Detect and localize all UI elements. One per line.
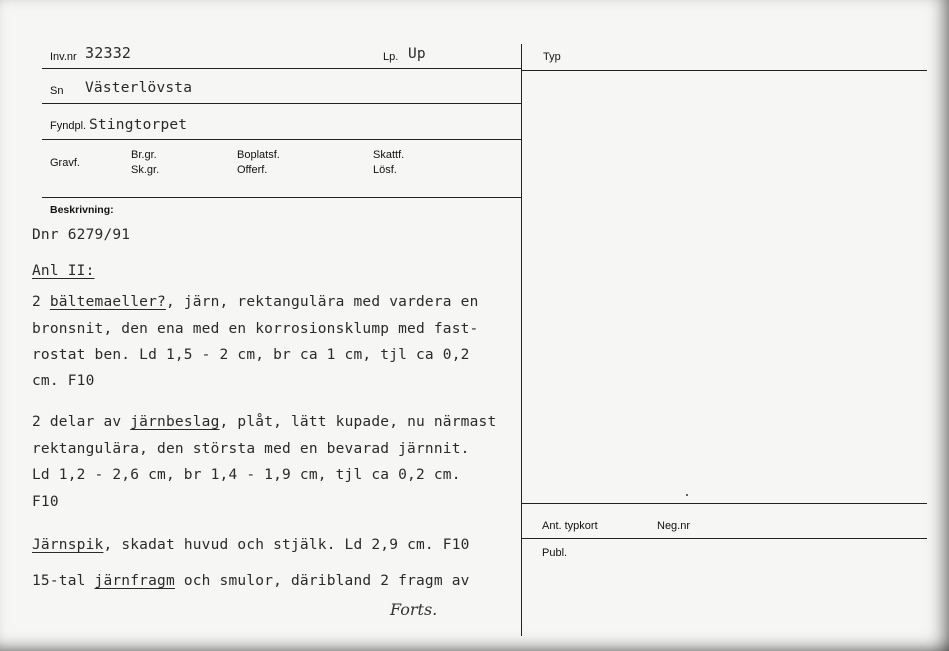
anl-heading: Anl II: xyxy=(32,263,95,279)
skgr-label: Sk.gr. xyxy=(131,164,160,176)
neg-nr-label: Neg.nr xyxy=(657,520,691,532)
item-term-jarnbeslag: järnbeslag xyxy=(130,414,220,430)
skattf-label: Skattf. xyxy=(373,149,405,161)
inv-nr-label: Inv.nr xyxy=(50,51,77,63)
item-term-jarnfragm: järnfragm xyxy=(94,573,175,589)
desc-p1-line3: rostat ben. Ld 1,5 - 2 cm, br ca 1 cm, tjl ca 0,2 xyxy=(32,347,470,363)
typ-rule xyxy=(521,70,927,71)
sn-value: Västerlövsta xyxy=(85,80,193,96)
losf-label: Lösf. xyxy=(373,164,397,176)
desc-p2-line1: 2 delar av järnbeslag, plåt, lätt kupade, nu närmast xyxy=(32,414,497,430)
ant-typkort-label: Ant. typkort xyxy=(542,520,598,532)
desc-p1-line1: 2 bältemaeller?, järn, rektangulära med vardera en xyxy=(32,294,479,310)
lp-value: Up xyxy=(408,46,426,62)
stray-mark xyxy=(686,494,688,496)
fyndpl-label: Fyndpl. xyxy=(50,120,87,132)
inv-nr-value: 32332 xyxy=(85,44,132,62)
column-divider xyxy=(521,44,522,636)
beskrivning-label: Beskrivning: xyxy=(50,204,114,216)
desc-p1-line4: cm. F10 xyxy=(32,373,95,389)
boplatsf-label: Boplatsf. xyxy=(237,149,280,161)
offerf-label: Offerf. xyxy=(237,164,268,176)
right-rule-2 xyxy=(521,538,927,539)
publ-label: Publ. xyxy=(542,547,568,559)
right-rule-1 xyxy=(521,503,927,504)
lp-label: Lp. xyxy=(383,51,399,63)
brgr-label: Br.gr. xyxy=(131,149,157,161)
desc-p3-line1: Järnspik, skadat huvud och stjälk. Ld 2,9 cm. F10 xyxy=(32,537,470,553)
header-rule-1 xyxy=(42,68,521,69)
desc-p2-line3: Ld 1,2 - 2,6 cm, br 1,4 - 1,9 cm, tjl ca 0,2 cm. xyxy=(32,467,461,483)
forts-handwritten: Forts. xyxy=(390,600,438,619)
fyndpl-value: Stingtorpet xyxy=(89,117,188,133)
header-rule-3 xyxy=(42,139,521,140)
header-rule-2 xyxy=(42,103,521,104)
typ-label: Typ xyxy=(543,51,561,63)
gravf-label: Gravf. xyxy=(50,157,80,169)
dnr-line: Dnr 6279/91 xyxy=(32,227,131,243)
item-term-baltemaeller: bältemaeller? xyxy=(49,294,166,310)
item-term-jarnspik: Järnspik xyxy=(32,537,104,553)
sn-label: Sn xyxy=(50,85,64,97)
header-rule-4 xyxy=(42,197,521,198)
desc-p2-line4: F10 xyxy=(32,494,59,510)
desc-p2-line2: rektangulära, den största med en bevarad järnnit. xyxy=(32,441,470,457)
desc-p4-line1: 15-tal järnfragm och smulor, däribland 2 fragm av xyxy=(32,573,470,589)
desc-p1-line2: bronsnit, den ena med en korrosionsklump med fast- xyxy=(32,321,479,337)
